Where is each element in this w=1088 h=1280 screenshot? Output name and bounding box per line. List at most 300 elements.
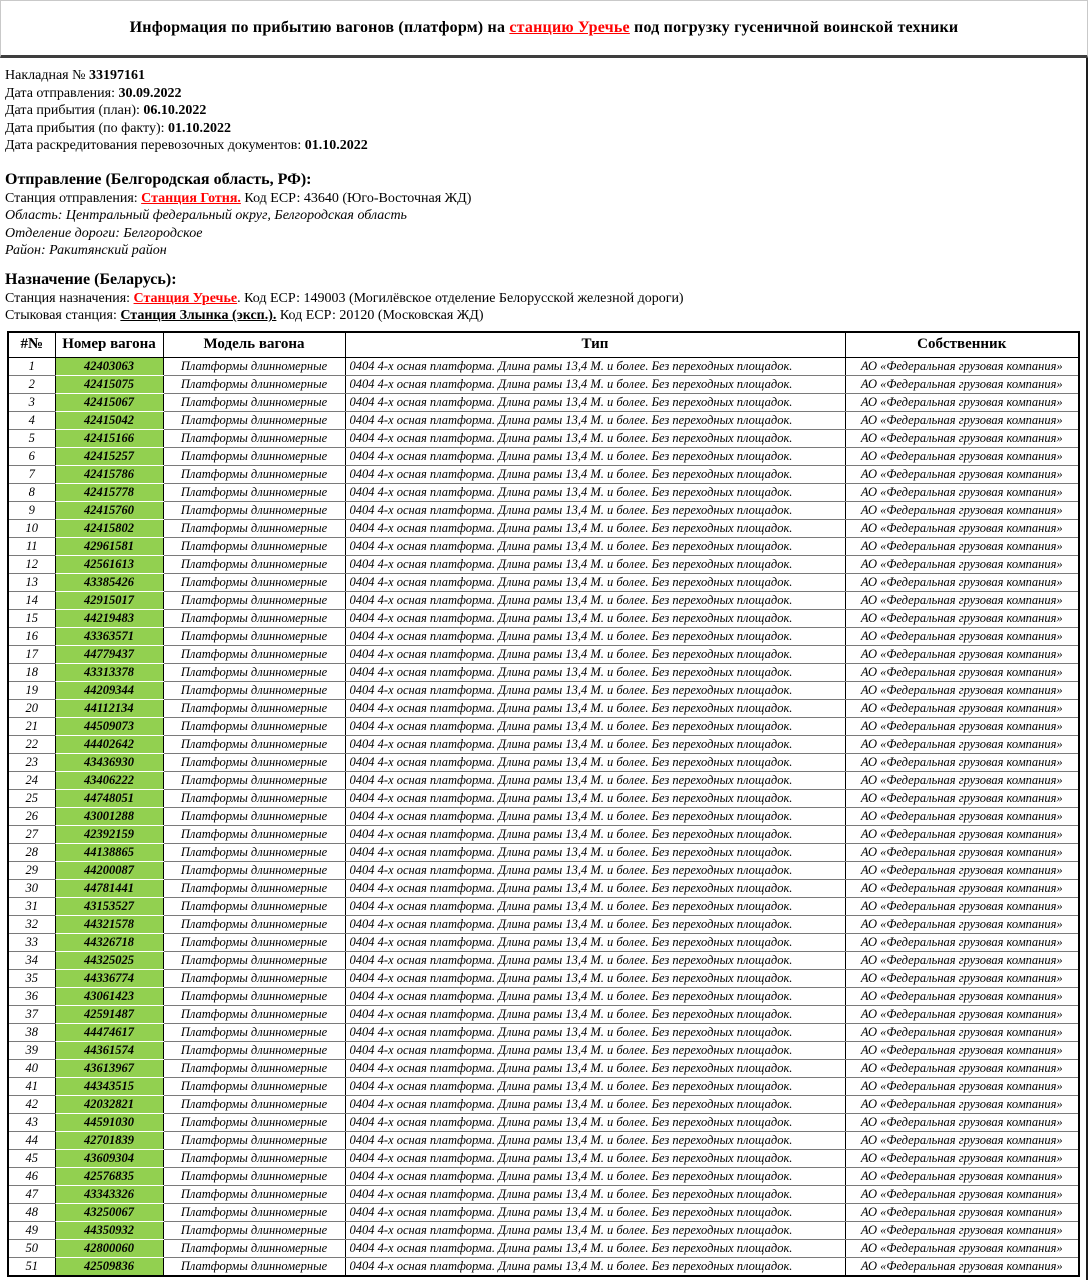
- wagon-model-cell: Платформы длинномерные: [163, 429, 345, 447]
- wagon-model-cell: Платформы длинномерные: [163, 1113, 345, 1131]
- wagon-owner-cell: АО «Федеральная грузовая компания»: [845, 483, 1079, 501]
- release-date-value: 01.10.2022: [304, 138, 368, 153]
- wagon-model-cell: Платформы длинномерные: [163, 933, 345, 951]
- junction-station-label: Стыковая станция:: [5, 308, 121, 323]
- wagon-owner-cell: АО «Федеральная грузовая компания»: [845, 681, 1079, 699]
- wagon-model-cell: Платформы длинномерные: [163, 969, 345, 987]
- wagon-type-cell: 0404 4-х осная платформа. Длина рамы 13,4 М. и более. Без переходных площадок.: [345, 987, 845, 1005]
- table-row: [8, 627, 1079, 645]
- table-row: [8, 1095, 1079, 1113]
- junction-station-link[interactable]: Станция Злынка (эксп.).: [120, 308, 277, 323]
- row-index: 47: [8, 1185, 55, 1203]
- wagon-number-cell: 42961581: [55, 537, 163, 555]
- wagon-number-cell: 42915017: [55, 591, 163, 609]
- wagon-model-cell: Платформы длинномерные: [163, 1149, 345, 1167]
- row-index: 46: [8, 1167, 55, 1185]
- departure-station-code: Код ЕСР: 43640 (Юго-Восточная ЖД): [240, 190, 472, 206]
- wagon-number-cell: 44343515: [55, 1077, 163, 1095]
- wagon-owner-cell: АО «Федеральная грузовая компания»: [845, 1113, 1079, 1131]
- table-row: [8, 537, 1079, 555]
- row-index: 35: [8, 969, 55, 987]
- wagon-type-cell: 0404 4-х осная платформа. Длина рамы 13,4 М. и более. Без переходных площадок.: [345, 537, 845, 555]
- table-row: [8, 717, 1079, 735]
- wagon-type-cell: 0404 4-х осная платформа. Длина рамы 13,4 М. и более. Без переходных площадок.: [345, 375, 845, 393]
- wagon-type-cell: 0404 4-х осная платформа. Длина рамы 13,4 М. и более. Без переходных площадок.: [345, 663, 845, 681]
- document-body: [0, 58, 1088, 1280]
- wagon-number-cell: 43385426: [55, 573, 163, 591]
- wagon-number-cell: 44591030: [55, 1113, 163, 1131]
- wagon-type-cell: 0404 4-х осная платформа. Длина рамы 13,4 М. и более. Без переходных площадок.: [345, 393, 845, 411]
- row-index: 18: [8, 663, 55, 681]
- page-title: [130, 19, 959, 37]
- title-station-link[interactable]: станцию Уречье: [509, 19, 630, 36]
- wagon-model-cell: Платформы длинномерные: [163, 1203, 345, 1221]
- wagon-owner-cell: АО «Федеральная грузовая компания»: [845, 1257, 1079, 1276]
- wagon-number-cell: 44779437: [55, 645, 163, 663]
- wagon-type-cell: 0404 4-х осная платформа. Длина рамы 13,4 М. и более. Без переходных площадок.: [345, 1221, 845, 1239]
- wagon-owner-cell: АО «Федеральная грузовая компания»: [845, 1239, 1079, 1257]
- row-index: 37: [8, 1005, 55, 1023]
- wagon-model-cell: Платформы длинномерные: [163, 1023, 345, 1041]
- wagon-type-cell: 0404 4-х осная платформа. Длина рамы 13,4 М. и более. Без переходных площадок.: [345, 843, 845, 861]
- wagon-number-cell: 44112134: [55, 699, 163, 717]
- wagon-model-cell: Платформы длинномерные: [163, 1239, 345, 1257]
- destination-heading: Назначение (Беларусь):: [5, 270, 177, 288]
- wagon-number-cell: 42415067: [55, 393, 163, 411]
- wagon-model-cell: Платформы длинномерные: [163, 663, 345, 681]
- wagon-type-cell: 0404 4-х осная платформа. Длина рамы 13,4 М. и более. Без переходных площадок.: [345, 789, 845, 807]
- row-index: 27: [8, 825, 55, 843]
- wagon-model-cell: Платформы длинномерные: [163, 1221, 345, 1239]
- wagon-type-cell: 0404 4-х осная платформа. Длина рамы 13,4 М. и более. Без переходных площадок.: [345, 465, 845, 483]
- wagon-type-cell: 0404 4-х осная платформа. Длина рамы 13,4 М. и более. Без переходных площадок.: [345, 699, 845, 717]
- wagon-number-cell: 43613967: [55, 1059, 163, 1077]
- wagon-owner-cell: АО «Федеральная грузовая компания»: [845, 1149, 1079, 1167]
- wagon-type-cell: 0404 4-х осная платформа. Длина рамы 13,4 М. и более. Без переходных площадок.: [345, 591, 845, 609]
- wagon-number-cell: 44748051: [55, 789, 163, 807]
- wagon-model-cell: Платформы длинномерные: [163, 519, 345, 537]
- table-row: [8, 1077, 1079, 1095]
- wagon-number-cell: 43436930: [55, 753, 163, 771]
- row-index: 49: [8, 1221, 55, 1239]
- row-index: 10: [8, 519, 55, 537]
- departure-section: [5, 169, 1086, 260]
- wagon-model-cell: Платформы длинномерные: [163, 717, 345, 735]
- table-row: [8, 807, 1079, 825]
- row-index: 17: [8, 645, 55, 663]
- table-row: [8, 1257, 1079, 1276]
- wagon-table-head: [8, 332, 1079, 358]
- wagon-type-cell: 0404 4-х осная платформа. Длина рамы 13,4 М. и более. Без переходных площадок.: [345, 717, 845, 735]
- wagon-model-cell: Платформы длинномерные: [163, 411, 345, 429]
- table-row: [8, 1167, 1079, 1185]
- wagon-owner-cell: АО «Федеральная грузовая компания»: [845, 807, 1079, 825]
- wagon-owner-cell: АО «Федеральная грузовая компания»: [845, 825, 1079, 843]
- wagon-owner-cell: АО «Федеральная грузовая компания»: [845, 1059, 1079, 1077]
- wagon-owner-cell: АО «Федеральная грузовая компания»: [845, 933, 1079, 951]
- destination-station-code: . Код ЕСР: 149003 (Могилёвское отделение Белорусской железной дороги): [237, 290, 684, 306]
- row-index: 40: [8, 1059, 55, 1077]
- arrival-fact-line: [5, 120, 1086, 138]
- row-index: 2: [8, 375, 55, 393]
- wagon-number-cell: 42509836: [55, 1257, 163, 1276]
- wagon-model-cell: Платформы длинномерные: [163, 375, 345, 393]
- title-band: [0, 0, 1088, 58]
- row-index: 44: [8, 1131, 55, 1149]
- row-index: 22: [8, 735, 55, 753]
- table-row: [8, 573, 1079, 591]
- table-row: [8, 1185, 1079, 1203]
- table-row: [8, 843, 1079, 861]
- row-index: 24: [8, 771, 55, 789]
- wagon-owner-cell: АО «Федеральная грузовая компания»: [845, 735, 1079, 753]
- table-row: [8, 645, 1079, 663]
- wagon-number-cell: 44209344: [55, 681, 163, 699]
- row-index: 11: [8, 537, 55, 555]
- wagon-type-cell: 0404 4-х осная платформа. Длина рамы 13,4 М. и более. Без переходных площадок.: [345, 1203, 845, 1221]
- table-row: [8, 411, 1079, 429]
- wagon-number-cell: 43153527: [55, 897, 163, 915]
- wagon-type-cell: 0404 4-х осная платформа. Длина рамы 13,4 М. и более. Без переходных площадок.: [345, 951, 845, 969]
- row-index: 9: [8, 501, 55, 519]
- departure-date-value: 30.09.2022: [118, 85, 182, 101]
- wagon-type-cell: 0404 4-х осная платформа. Длина рамы 13,4 М. и более. Без переходных площадок.: [345, 1185, 845, 1203]
- row-index: 16: [8, 627, 55, 645]
- wagon-number-cell: 43313378: [55, 663, 163, 681]
- wagon-model-cell: Платформы длинномерные: [163, 1185, 345, 1203]
- header-row: [8, 332, 1079, 358]
- row-index: 36: [8, 987, 55, 1005]
- wagon-number-cell: 42415257: [55, 447, 163, 465]
- wagon-number-cell: 44138865: [55, 843, 163, 861]
- wagon-type-cell: 0404 4-х осная платформа. Длина рамы 13,4 М. и более. Без переходных площадок.: [345, 969, 845, 987]
- table-row: [8, 501, 1079, 519]
- table-row: [8, 1059, 1079, 1077]
- wagon-owner-cell: АО «Федеральная грузовая компания»: [845, 465, 1079, 483]
- departure-date-label: Дата отправления:: [5, 85, 119, 101]
- wagon-owner-cell: АО «Федеральная грузовая компания»: [845, 969, 1079, 987]
- wagon-type-cell: 0404 4-х осная платформа. Длина рамы 13,4 М. и более. Без переходных площадок.: [345, 357, 845, 375]
- row-index: 38: [8, 1023, 55, 1041]
- row-index: 34: [8, 951, 55, 969]
- table-row: [8, 663, 1079, 681]
- table-row: [8, 969, 1079, 987]
- wagon-model-cell: Платформы длинномерные: [163, 987, 345, 1005]
- table-row: [8, 699, 1079, 717]
- table-row: [8, 735, 1079, 753]
- row-index: 6: [8, 447, 55, 465]
- table-row: [8, 1149, 1079, 1167]
- wagon-model-cell: Платформы длинномерные: [163, 465, 345, 483]
- wagon-number-cell: 43061423: [55, 987, 163, 1005]
- wagon-type-cell: 0404 4-х осная платформа. Длина рамы 13,4 М. и более. Без переходных площадок.: [345, 861, 845, 879]
- table-row: [8, 375, 1079, 393]
- row-index: 14: [8, 591, 55, 609]
- wagon-number-cell: 44200087: [55, 861, 163, 879]
- wagon-type-cell: 0404 4-х осная платформа. Длина рамы 13,4 М. и более. Без переходных площадок.: [345, 681, 845, 699]
- col-header-owner: Собственник: [845, 332, 1079, 358]
- wagon-type-cell: 0404 4-х осная платформа. Длина рамы 13,4 М. и более. Без переходных площадок.: [345, 1095, 845, 1113]
- wagon-owner-cell: АО «Федеральная грузовая компания»: [845, 1041, 1079, 1059]
- table-row: [8, 825, 1079, 843]
- wagon-model-cell: Платформы длинномерные: [163, 609, 345, 627]
- wagon-model-cell: Платформы длинномерные: [163, 915, 345, 933]
- wagon-owner-cell: АО «Федеральная грузовая компания»: [845, 663, 1079, 681]
- wagon-owner-cell: АО «Федеральная грузовая компания»: [845, 699, 1079, 717]
- row-index: 33: [8, 933, 55, 951]
- wagon-model-cell: Платформы длинномерные: [163, 357, 345, 375]
- wagon-type-cell: 0404 4-х осная платформа. Длина рамы 13,4 М. и более. Без переходных площадок.: [345, 1239, 845, 1257]
- wagon-model-cell: Платформы длинномерные: [163, 807, 345, 825]
- wagon-type-cell: 0404 4-х осная платформа. Длина рамы 13,4 М. и более. Без переходных площадок.: [345, 1167, 845, 1185]
- wagon-number-cell: 43001288: [55, 807, 163, 825]
- row-index: 29: [8, 861, 55, 879]
- row-index: 5: [8, 429, 55, 447]
- table-row: [8, 933, 1079, 951]
- table-row: [8, 987, 1079, 1005]
- col-header-index: #№: [8, 332, 55, 358]
- row-index: 23: [8, 753, 55, 771]
- wagon-owner-cell: АО «Федеральная грузовая компания»: [845, 879, 1079, 897]
- wagon-owner-cell: АО «Федеральная грузовая компания»: [845, 573, 1079, 591]
- wagon-number-cell: 44325025: [55, 951, 163, 969]
- row-index: 41: [8, 1077, 55, 1095]
- wagon-type-cell: 0404 4-х осная платформа. Длина рамы 13,4 М. и более. Без переходных площадок.: [345, 483, 845, 501]
- wagon-number-cell: 42591487: [55, 1005, 163, 1023]
- wagon-number-cell: 42561613: [55, 555, 163, 573]
- row-index: 42: [8, 1095, 55, 1113]
- wagon-type-cell: 0404 4-х осная платформа. Длина рамы 13,4 М. и более. Без переходных площадок.: [345, 879, 845, 897]
- wagon-number-cell: 42701839: [55, 1131, 163, 1149]
- row-index: 1: [8, 357, 55, 375]
- wagon-model-cell: Платформы длинномерные: [163, 825, 345, 843]
- table-row: [8, 1041, 1079, 1059]
- table-row: [8, 879, 1079, 897]
- wagon-model-cell: Платформы длинномерные: [163, 645, 345, 663]
- wagon-owner-cell: АО «Федеральная грузовая компания»: [845, 771, 1079, 789]
- wagon-owner-cell: АО «Федеральная грузовая компания»: [845, 411, 1079, 429]
- table-row: [8, 609, 1079, 627]
- departure-date-line: [5, 85, 1086, 103]
- wagon-owner-cell: АО «Федеральная грузовая компания»: [845, 789, 1079, 807]
- table-row: [8, 519, 1079, 537]
- wagon-owner-cell: АО «Федеральная грузовая компания»: [845, 537, 1079, 555]
- wagon-number-cell: 44326718: [55, 933, 163, 951]
- wagon-type-cell: 0404 4-х осная платформа. Длина рамы 13,4 М. и более. Без переходных площадок.: [345, 753, 845, 771]
- wagon-owner-cell: АО «Федеральная грузовая компания»: [845, 1131, 1079, 1149]
- wagon-number-cell: 42392159: [55, 825, 163, 843]
- table-row: [8, 483, 1079, 501]
- wagon-model-cell: Платформы длинномерные: [163, 1167, 345, 1185]
- wagon-number-cell: 44336774: [55, 969, 163, 987]
- row-index: 50: [8, 1239, 55, 1257]
- wagon-number-cell: 43363571: [55, 627, 163, 645]
- wagon-number-cell: 42415778: [55, 483, 163, 501]
- wagon-type-cell: 0404 4-х осная платформа. Длина рамы 13,4 М. и более. Без переходных площадок.: [345, 735, 845, 753]
- wagon-model-cell: Платформы длинномерные: [163, 483, 345, 501]
- destination-section: [5, 269, 1086, 325]
- wagon-type-cell: 0404 4-х осная платформа. Длина рамы 13,4 М. и более. Без переходных площадок.: [345, 897, 845, 915]
- wagon-model-cell: Платформы длинномерные: [163, 1059, 345, 1077]
- wagon-model-cell: Платформы длинномерные: [163, 537, 345, 555]
- arrival-fact-label: Дата прибытия (по факту):: [5, 120, 169, 136]
- wagon-owner-cell: АО «Федеральная грузовая компания»: [845, 1077, 1079, 1095]
- wagon-number-cell: 44321578: [55, 915, 163, 933]
- wagon-number-cell: 42415042: [55, 411, 163, 429]
- wagon-number-cell: 43343326: [55, 1185, 163, 1203]
- table-row: [8, 915, 1079, 933]
- table-row: [8, 357, 1079, 375]
- wagon-owner-cell: АО «Федеральная грузовая компания»: [845, 951, 1079, 969]
- col-header-type: Тип: [345, 332, 845, 358]
- wagon-type-cell: 0404 4-х осная платформа. Длина рамы 13,4 М. и более. Без переходных площадок.: [345, 555, 845, 573]
- wagon-type-cell: 0404 4-х осная платформа. Длина рамы 13,4 М. и более. Без переходных площадок.: [345, 519, 845, 537]
- junction-station-code: Код ЕСР: 20120 (Московская ЖД): [276, 308, 484, 323]
- wagon-type-cell: 0404 4-х осная платформа. Длина рамы 13,4 М. и более. Без переходных площадок.: [345, 1113, 845, 1131]
- wagon-owner-cell: АО «Федеральная грузовая компания»: [845, 987, 1079, 1005]
- table-row: [8, 1239, 1079, 1257]
- wagon-number-cell: 42800060: [55, 1239, 163, 1257]
- wagon-type-cell: 0404 4-х осная платформа. Длина рамы 13,4 М. и более. Без переходных площадок.: [345, 771, 845, 789]
- wagon-type-cell: 0404 4-х осная платформа. Длина рамы 13,4 М. и более. Без переходных площадок.: [345, 915, 845, 933]
- title-suffix: под погрузку гусеничной воинской техники: [629, 19, 959, 36]
- wagon-owner-cell: АО «Федеральная грузовая компания»: [845, 375, 1079, 393]
- wagon-number-cell: 44781441: [55, 879, 163, 897]
- wagon-number-cell: 42403063: [55, 357, 163, 375]
- wagon-type-cell: 0404 4-х осная платформа. Длина рамы 13,4 М. и более. Без переходных площадок.: [345, 1131, 845, 1149]
- wagon-owner-cell: АО «Федеральная грузовая компания»: [845, 555, 1079, 573]
- table-row: [8, 591, 1079, 609]
- wagon-model-cell: Платформы длинномерные: [163, 897, 345, 915]
- wagon-type-cell: 0404 4-х осная платформа. Длина рамы 13,4 М. и более. Без переходных площадок.: [345, 807, 845, 825]
- wagon-table: [7, 331, 1080, 1277]
- row-index: 31: [8, 897, 55, 915]
- wagon-owner-cell: АО «Федеральная грузовая компания»: [845, 843, 1079, 861]
- wagon-owner-cell: АО «Федеральная грузовая компания»: [845, 519, 1079, 537]
- row-index: 7: [8, 465, 55, 483]
- departure-division-line: Отделение дороги: Белгородское: [5, 225, 203, 241]
- table-row: [8, 429, 1079, 447]
- wagon-number-cell: 42415786: [55, 465, 163, 483]
- wagon-owner-cell: АО «Федеральная грузовая компания»: [845, 501, 1079, 519]
- wagon-type-cell: 0404 4-х осная платформа. Длина рамы 13,4 М. и более. Без переходных площадок.: [345, 1023, 845, 1041]
- wagon-type-cell: 0404 4-х осная платформа. Длина рамы 13,4 М. и более. Без переходных площадок.: [345, 411, 845, 429]
- wagon-number-cell: 44402642: [55, 735, 163, 753]
- destination-station-link[interactable]: Станция Уречье: [133, 290, 238, 306]
- wagon-model-cell: Платформы длинномерные: [163, 861, 345, 879]
- arrival-plan-value: 06.10.2022: [143, 103, 207, 118]
- wagon-type-cell: 0404 4-х осная платформа. Длина рамы 13,4 М. и более. Без переходных площадок.: [345, 1059, 845, 1077]
- table-row: [8, 951, 1079, 969]
- wagon-number-cell: 43406222: [55, 771, 163, 789]
- wagon-owner-cell: АО «Федеральная грузовая компания»: [845, 357, 1079, 375]
- wagon-type-cell: 0404 4-х осная платформа. Длина рамы 13,4 М. и более. Без переходных площадок.: [345, 609, 845, 627]
- row-index: 39: [8, 1041, 55, 1059]
- wagon-owner-cell: АО «Федеральная грузовая компания»: [845, 1167, 1079, 1185]
- wagon-model-cell: Платформы длинномерные: [163, 627, 345, 645]
- table-row: [8, 1023, 1079, 1041]
- wagon-type-cell: 0404 4-х осная платформа. Длина рамы 13,4 М. и более. Без переходных площадок.: [345, 573, 845, 591]
- wagon-type-cell: 0404 4-х осная платформа. Длина рамы 13,4 М. и более. Без переходных площадок.: [345, 645, 845, 663]
- waybill-number-line: [5, 67, 1086, 85]
- row-index: 28: [8, 843, 55, 861]
- departure-station-link[interactable]: Станция Готня.: [141, 190, 241, 206]
- wagon-number-cell: 42415075: [55, 375, 163, 393]
- row-index: 4: [8, 411, 55, 429]
- row-index: 25: [8, 789, 55, 807]
- wagon-model-cell: Платформы длинномерные: [163, 573, 345, 591]
- wagon-number-cell: 42032821: [55, 1095, 163, 1113]
- waybill-block: [5, 67, 1086, 155]
- wagon-model-cell: Платформы длинномерные: [163, 501, 345, 519]
- row-index: 15: [8, 609, 55, 627]
- wagon-number-cell: 43609304: [55, 1149, 163, 1167]
- junction-station-line: [5, 307, 1086, 325]
- release-date-line: [5, 137, 1086, 155]
- wagon-owner-cell: АО «Федеральная грузовая компания»: [845, 447, 1079, 465]
- wagon-model-cell: Платформы длинномерные: [163, 591, 345, 609]
- table-row: [8, 897, 1079, 915]
- wagon-model-cell: Платформы длинномерные: [163, 447, 345, 465]
- wagon-owner-cell: АО «Федеральная грузовая компания»: [845, 393, 1079, 411]
- wagon-owner-cell: АО «Федеральная грузовая компания»: [845, 609, 1079, 627]
- wagon-owner-cell: АО «Федеральная грузовая компания»: [845, 897, 1079, 915]
- table-row: [8, 1131, 1079, 1149]
- col-header-model: Модель вагона: [163, 332, 345, 358]
- wagon-number-cell: 42576835: [55, 1167, 163, 1185]
- wagon-type-cell: 0404 4-х осная платформа. Длина рамы 13,4 М. и более. Без переходных площадок.: [345, 825, 845, 843]
- wagon-model-cell: Платформы длинномерные: [163, 1077, 345, 1095]
- arrival-plan-label: Дата прибытия (план):: [5, 103, 144, 118]
- wagon-owner-cell: АО «Федеральная грузовая компания»: [845, 429, 1079, 447]
- wagon-model-cell: Платформы длинномерные: [163, 1131, 345, 1149]
- wagon-owner-cell: АО «Федеральная грузовая компания»: [845, 645, 1079, 663]
- wagon-model-cell: Платформы длинномерные: [163, 951, 345, 969]
- wagon-number-cell: 44474617: [55, 1023, 163, 1041]
- col-header-number: Номер вагона: [55, 332, 163, 358]
- wagon-model-cell: Платформы длинномерные: [163, 879, 345, 897]
- table-row: [8, 1203, 1079, 1221]
- row-index: 13: [8, 573, 55, 591]
- wagon-type-cell: 0404 4-х осная платформа. Длина рамы 13,4 М. и более. Без переходных площадок.: [345, 1005, 845, 1023]
- row-index: 48: [8, 1203, 55, 1221]
- wagon-number-cell: 43250067: [55, 1203, 163, 1221]
- departure-station-line: [5, 190, 1086, 208]
- wagon-number-cell: 42415166: [55, 429, 163, 447]
- wagon-number-cell: 44350932: [55, 1221, 163, 1239]
- wagon-type-cell: 0404 4-х осная платформа. Длина рамы 13,4 М. и более. Без переходных площадок.: [345, 933, 845, 951]
- wagon-owner-cell: АО «Федеральная грузовая компания»: [845, 915, 1079, 933]
- table-row: [8, 555, 1079, 573]
- wagon-type-cell: 0404 4-х осная платформа. Длина рамы 13,4 М. и более. Без переходных площадок.: [345, 1257, 845, 1276]
- row-index: 51: [8, 1257, 55, 1276]
- departure-region-line: Область: Центральный федеральный округ, Белгородская область: [5, 208, 407, 223]
- table-row: [8, 1221, 1079, 1239]
- row-index: 19: [8, 681, 55, 699]
- table-row: [8, 753, 1079, 771]
- wagon-model-cell: Платформы длинномерные: [163, 843, 345, 861]
- wagon-owner-cell: АО «Федеральная грузовая компания»: [845, 627, 1079, 645]
- wagon-type-cell: 0404 4-х осная платформа. Длина рамы 13,4 М. и более. Без переходных площадок.: [345, 447, 845, 465]
- table-row: [8, 1005, 1079, 1023]
- wagon-model-cell: Платформы длинномерные: [163, 555, 345, 573]
- wagon-type-cell: 0404 4-х осная платформа. Длина рамы 13,4 М. и более. Без переходных площадок.: [345, 627, 845, 645]
- wagon-number-cell: 44219483: [55, 609, 163, 627]
- wagon-owner-cell: АО «Федеральная грузовая компания»: [845, 1023, 1079, 1041]
- wagon-owner-cell: АО «Федеральная грузовая компания»: [845, 1095, 1079, 1113]
- wagon-owner-cell: АО «Федеральная грузовая компания»: [845, 753, 1079, 771]
- row-index: 21: [8, 717, 55, 735]
